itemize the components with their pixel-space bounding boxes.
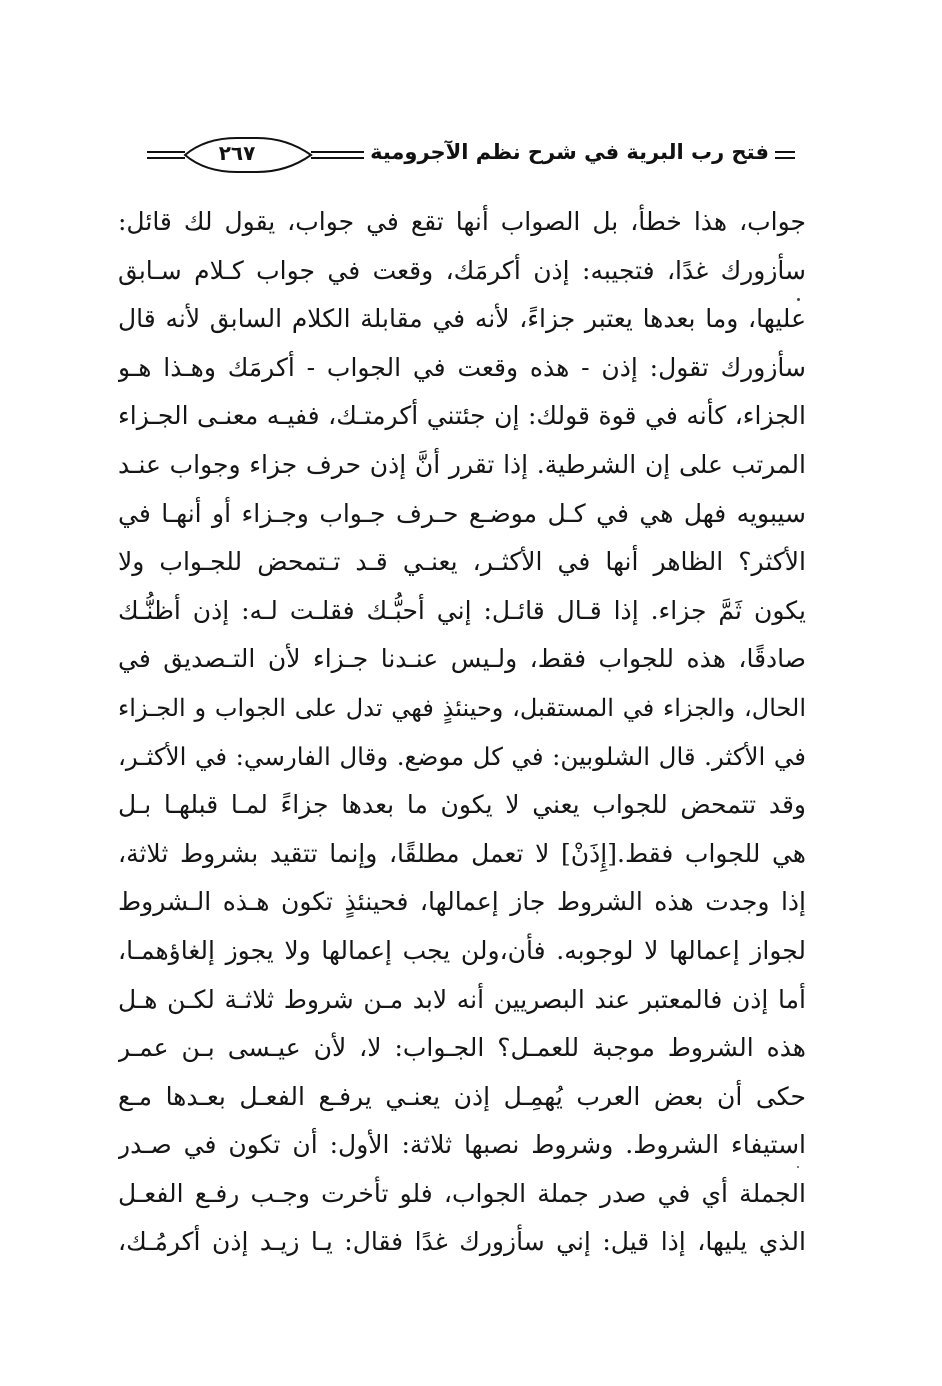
text-line: لجواز إعمالها لا لوجوبه. فأن،ولن يجب إعمالها ولا يجوز إلغاؤهمـا، [118,935,806,965]
text-line: الذي يليها، إذا قيل: إني سأزورك غدًا فقال: يـا زيـد إذن أكرمُـك، [118,1227,806,1257]
text-line: استيفاء الشروط. وشروط نصبها ثلاثة: الأول: أن تكون في صـدر [118,1130,806,1160]
text-line: المرتب على إن الشرطية. إذا تقرر أنَّ إذن حرف جزاء وجواب عنـد [118,449,806,479]
text-line: جواب، هذا خطأ، بل الصواب أنها تقع في جواب، يقول لك قائل: [118,207,806,236]
text-line: صادقًا، هذه للجواب فقط، ولـيس عنـدنا جـزاء لأن التـصديق في [118,644,806,674]
text-line: سيبويه فهل هي في كـل موضـع حـرف جـواب وجـزاء أو أنهـا في [118,498,806,528]
text-line: الجزاء، كأنه في قوة قولك: إن جئتني أكرمتـك، ففيـه معنـى الجـزاء [118,401,806,431]
scan-speck [797,1166,799,1168]
text-line: عليها، وما بعدها يعتبر جزاءً، لأنه في مقابلة الكلام السابق لأنه قال [118,304,806,334]
text-line: الأكثر؟ الظاهر أنها في الأكثـر، يعنـي قـد تـتمحض للجـواب ولا [118,547,806,577]
running-title: فتح رب البرية في شرح نظم الآجرومية [364,140,775,164]
text-line: هي للجواب فقط.[إِذَنْ] لا تعمل مطلقًا، وإنما تتقيد بشروط ثلاثة، [118,838,806,868]
text-line: في الأكثر. قال الشلوبين: في كل موضع. وقال الفارسي: في الأكثـر، [118,741,806,771]
text-line: هذه الشروط موجبة للعمـل؟ الجـواب: لا، لأن عيـسى بـن عمـر [118,1033,806,1063]
text-line: يكون ثَمَّ جزاء. إذا قـال قائـل: إني أحبُّـك فقلـت لـه: إذن أظنُّـك [118,595,806,625]
page-number: ٢٦٧ [218,141,256,165]
text-line: وقد تتمحض للجواب يعني لا يكون ما بعدها جزاءً لمـا قبلهـا بـل [118,790,806,820]
page-header [145,132,797,180]
scan-speck [797,298,800,301]
text-line: أما إذن فالمعتبر عند البصريين أنه لابد مـن شروط ثلاثـة لكـن هـل [118,984,806,1014]
text-line: سأزورك تقول: إذن - هذه وقعت في الجواب - أكرمَك وهـذا هـو [118,352,806,382]
text-line: الحال، والجزاء في المستقبل، وحينئذٍ فهي تدل على الجواب و الجـزاء [118,693,806,722]
text-line: إذا وجدت هذه الشروط جاز إعمالها، فحينئذٍ تكون هـذه الـشروط [118,887,806,917]
text-line: حكى أن بعض العرب يُهمِـل إذن يعنـي يرفـع الفعـل بعـدها مـع [118,1081,806,1111]
text-line: سأزورك غدًا، فتجيبه: إذن أكرمَك، وقعت في جواب كـلام سـابق [118,255,806,285]
text-line: الجملة أي في صدر جملة الجواب، فلو تأخرت وجـب رفـع الفعـل [118,1178,806,1208]
body-text [118,198,806,1267]
